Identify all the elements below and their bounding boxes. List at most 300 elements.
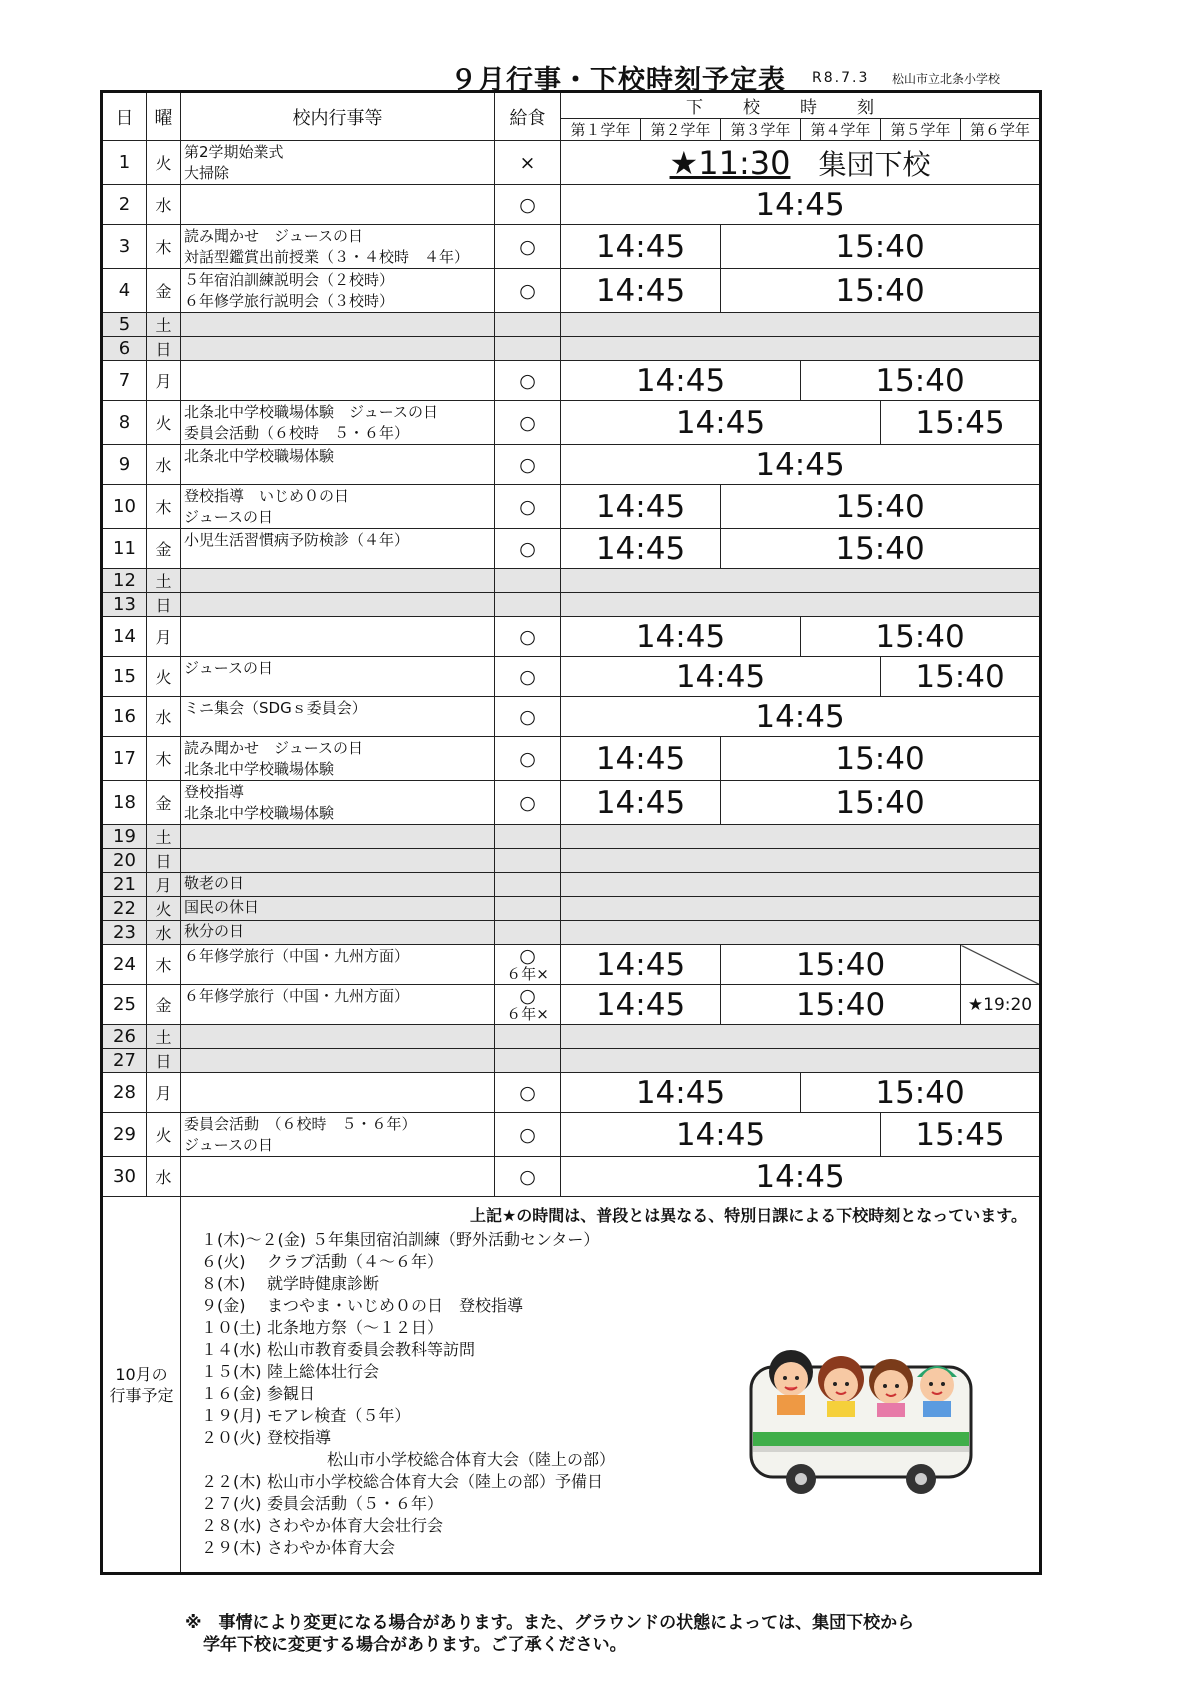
page-title: ９月行事・下校時刻予定表 [450, 65, 786, 96]
dismissal-time: 15:40 [881, 657, 1041, 697]
event-line: 対話型鑑賞出前授業（３・４校時 ４年） [184, 248, 470, 266]
events-cell [181, 185, 495, 225]
schedule-row [102, 1073, 1041, 1113]
october-event-item [201, 1405, 615, 1427]
weekday-cell: 木 [147, 485, 181, 529]
schedule-row [102, 485, 1041, 529]
weekday-cell: 火 [147, 401, 181, 445]
event-line: ジュースの日 [184, 1136, 273, 1154]
events-cell [181, 1049, 495, 1073]
schedule-row [102, 569, 1041, 593]
dismissal-time: 14:45 [561, 529, 721, 569]
day-cell: 5 [102, 313, 147, 337]
lunch-cell [495, 141, 561, 185]
dismissal-cell [561, 825, 1041, 849]
october-event-date: ２２(木) [201, 1472, 262, 1491]
schedule-row [102, 361, 1041, 401]
october-event-item [201, 1383, 615, 1405]
lunch-mark: ○ [519, 791, 536, 814]
weekday-cell: 月 [147, 617, 181, 657]
october-event-item [201, 1427, 615, 1449]
october-event-text: 松山市小学校総合体育大会（陸上の部） [327, 1450, 616, 1469]
weekday-cell: 木 [147, 225, 181, 269]
october-event-text: 松山市教育委員会教科等訪問 [267, 1340, 476, 1359]
day-cell: 27 [102, 1049, 147, 1073]
lunch-cell [495, 1113, 561, 1157]
dismissal-time: ★19:20 [961, 985, 1041, 1025]
event-line: ６年修学旅行（中国・九州方面） [184, 987, 410, 1005]
schedule-row [102, 1049, 1041, 1073]
schedule-row [102, 617, 1041, 657]
lunch-mark: ○ [519, 625, 536, 648]
lunch-cell [495, 781, 561, 825]
special-dismissal: 集団下校 [818, 147, 931, 181]
lunch-cell [495, 1073, 561, 1113]
weekday-cell: 火 [147, 1113, 181, 1157]
october-event-date: ９(金) [201, 1296, 246, 1315]
school-bus-illustration [741, 1337, 981, 1507]
october-event-item [201, 1251, 615, 1273]
events-cell [181, 569, 495, 593]
dismissal-time: 14:45 [561, 485, 721, 529]
day-cell: 23 [102, 921, 147, 945]
event-line: ミニ集会（SDGｓ委員会） [184, 699, 367, 717]
weekday-cell: 木 [147, 945, 181, 985]
schedule-row [102, 1113, 1041, 1157]
day-cell: 8 [102, 401, 147, 445]
events-cell [181, 313, 495, 337]
weekday-cell: 水 [147, 445, 181, 485]
grade-1-header: 第１学年 [561, 119, 641, 141]
event-line: ジュースの日 [184, 659, 273, 677]
lunch-cell [495, 269, 561, 313]
events-cell [181, 1113, 495, 1157]
october-event-date: １４(水) [201, 1340, 262, 1359]
schedule-row [102, 141, 1041, 185]
october-event-item [201, 1317, 615, 1339]
weekday-cell: 水 [147, 921, 181, 945]
special-time: ★11:30 [669, 143, 791, 182]
day-cell: 22 [102, 897, 147, 921]
day-cell: 25 [102, 985, 147, 1025]
day-cell: 9 [102, 445, 147, 485]
event-line: 委員会活動（６校時 ５・６年） [184, 424, 410, 442]
events-cell [181, 657, 495, 697]
october-event-text: モアレ検査（５年） [267, 1406, 411, 1425]
events-cell [181, 985, 495, 1025]
day-cell: 18 [102, 781, 147, 825]
schedule-row [102, 269, 1041, 313]
lunch-cell [495, 529, 561, 569]
events-cell [181, 593, 495, 617]
weekday-cell: 木 [147, 737, 181, 781]
october-event-item [201, 1295, 615, 1317]
schedule-row [102, 313, 1041, 337]
october-event-item [201, 1361, 615, 1383]
dismissal-time: 14:45 [561, 617, 801, 657]
dismissal-time: 14:45 [561, 361, 801, 401]
event-line: ６年修学旅行（中国・九州方面） [184, 947, 410, 965]
october-event-date: １５(木) [201, 1362, 262, 1381]
header-lunch: 給食 [495, 92, 561, 141]
dismissal-cell [561, 873, 1041, 897]
event-line: ５年宿泊訓練説明会（２校時） [184, 271, 395, 289]
lunch-cell [495, 337, 561, 361]
dismissal-time: 15:45 [881, 1113, 1041, 1157]
lunch-mark: ○ [519, 369, 536, 392]
dismissal-time: 15:40 [801, 1073, 1041, 1113]
lunch-mark: ○ [519, 944, 536, 967]
lunch-cell [495, 873, 561, 897]
day-cell: 10 [102, 485, 147, 529]
header-events: 校内行事等 [181, 92, 495, 141]
events-cell [181, 737, 495, 781]
schedule-table [100, 90, 1042, 1575]
schedule-row [102, 737, 1041, 781]
events-cell [181, 617, 495, 657]
day-cell: 2 [102, 185, 147, 225]
schedule-row [102, 873, 1041, 897]
footer-line-2: 学年下校に変更する場合があります。ご了承ください。 [203, 1635, 627, 1655]
lunch-cell [495, 593, 561, 617]
event-line: 第2学期始業式 [184, 143, 284, 161]
lunch-mark: ○ [519, 1123, 536, 1146]
weekday-cell: 水 [147, 697, 181, 737]
lunch-note: ６年× [506, 1004, 549, 1023]
day-cell: 26 [102, 1025, 147, 1049]
october-event-item [201, 1471, 615, 1493]
dismissal-cell [561, 897, 1041, 921]
october-label [102, 1197, 181, 1574]
lunch-cell [495, 897, 561, 921]
day-cell: 6 [102, 337, 147, 361]
october-event-text: 参観日 [267, 1384, 316, 1403]
october-event-date: １０(土) [201, 1318, 262, 1337]
october-event-text: ５年集団宿泊訓練（野外活動センター） [311, 1230, 600, 1249]
school-name: 松山市立北条小学校 [892, 72, 1001, 86]
weekday-cell: 日 [147, 849, 181, 873]
header-row [102, 92, 1041, 119]
lunch-cell [495, 825, 561, 849]
header-dow: 曜 [147, 92, 181, 141]
schedule-row [102, 445, 1041, 485]
october-event-date: １(木)～２(金) [201, 1230, 306, 1249]
events-cell [181, 141, 495, 185]
lunch-cell [495, 225, 561, 269]
schedule-row [102, 401, 1041, 445]
event-line: 国民の休日 [184, 898, 260, 916]
issue-date: R8.7.3 [812, 70, 870, 86]
lunch-cell [495, 617, 561, 657]
events-cell [181, 225, 495, 269]
october-event-item [201, 1449, 615, 1471]
october-label-line: 行事予定 [109, 1385, 174, 1405]
weekday-cell: 金 [147, 529, 181, 569]
dismissal-cell [561, 569, 1041, 593]
schedule-row [102, 185, 1041, 225]
lunch-cell [495, 445, 561, 485]
weekday-cell: 日 [147, 337, 181, 361]
day-cell: 16 [102, 697, 147, 737]
weekday-cell: 土 [147, 569, 181, 593]
schedule-row [102, 593, 1041, 617]
dismissal-time: 14:45 [561, 185, 1041, 225]
event-line: 北条北中学校職場体験 ジュースの日 [184, 403, 438, 421]
october-event-date: ８(木) [201, 1274, 246, 1293]
lunch-mark: ○ [519, 411, 536, 434]
lunch-cell [495, 945, 561, 985]
lunch-mark: ○ [519, 453, 536, 476]
event-line: 委員会活動 （６校時 ５・６年） [184, 1115, 417, 1133]
dismissal-time: 14:45 [561, 945, 721, 985]
events-cell [181, 697, 495, 737]
schedule-row [102, 985, 1041, 1025]
weekday-cell: 火 [147, 657, 181, 697]
schedule-row [102, 697, 1041, 737]
day-cell: 1 [102, 141, 147, 185]
dismissal-time: 14:45 [561, 225, 721, 269]
events-cell [181, 485, 495, 529]
lunch-mark: ○ [519, 665, 536, 688]
dismissal-cell [561, 313, 1041, 337]
footer-line-1: ※ 事情により変更になる場合があります。また、グラウンドの状態によっては、集団下校から [185, 1613, 915, 1633]
lunch-cell [495, 921, 561, 945]
event-line: ジュースの日 [184, 508, 273, 526]
schedule-row [102, 657, 1041, 697]
schedule-row [102, 781, 1041, 825]
lunch-cell [495, 185, 561, 225]
events-cell [181, 401, 495, 445]
weekday-cell: 火 [147, 141, 181, 185]
dismissal-time: 15:40 [721, 225, 1041, 269]
weekday-cell: 月 [147, 1073, 181, 1113]
event-line: 北条北中学校職場体験 [184, 447, 335, 465]
october-event-item [201, 1339, 615, 1361]
header-dismissal: 下校時刻 [561, 92, 1041, 119]
dismissal-time: 15:40 [721, 985, 961, 1025]
weekday-cell: 日 [147, 1049, 181, 1073]
event-line: 大掃除 [184, 164, 230, 182]
event-line: 登校指導 いじめ０の日 [184, 487, 350, 505]
weekday-cell: 水 [147, 185, 181, 225]
weekday-cell: 水 [147, 1157, 181, 1197]
schedule-row [102, 897, 1041, 921]
day-cell: 14 [102, 617, 147, 657]
october-event-text: 委員会活動（５・６年） [267, 1494, 444, 1513]
event-line: 秋分の日 [184, 922, 245, 940]
lunch-mark: ○ [519, 747, 536, 770]
october-event-text: さわやか体育大会 [267, 1538, 396, 1557]
lunch-mark: ○ [519, 537, 536, 560]
dismissal-time: 14:45 [561, 985, 721, 1025]
october-event-item [201, 1515, 615, 1537]
dismissal-time: 15:40 [801, 361, 1041, 401]
lunch-mark: ○ [519, 705, 536, 728]
october-event-date: １９(月) [201, 1406, 262, 1425]
october-event-item [201, 1493, 615, 1515]
lunch-mark: ○ [519, 495, 536, 518]
dismissal-cell [561, 849, 1041, 873]
lunch-mark: ○ [519, 279, 536, 302]
grade-3-header: 第３学年 [721, 119, 801, 141]
october-event-date: ２７(火) [201, 1494, 262, 1513]
day-cell: 20 [102, 849, 147, 873]
events-cell [181, 529, 495, 569]
weekday-cell: 月 [147, 361, 181, 401]
day-cell: 28 [102, 1073, 147, 1113]
october-event-text: さわやか体育大会壮行会 [267, 1516, 444, 1535]
dismissal-cell [561, 141, 1041, 185]
dismissal-time: 14:45 [561, 657, 881, 697]
lunch-mark: × [519, 151, 536, 174]
schedule-row [102, 825, 1041, 849]
dismissal-time: 15:40 [721, 529, 1041, 569]
events-cell [181, 825, 495, 849]
events-cell [181, 269, 495, 313]
schedule-row [102, 529, 1041, 569]
october-event-item [201, 1273, 615, 1295]
schedule-row [102, 849, 1041, 873]
october-event-date: ２０(火) [201, 1428, 262, 1447]
events-cell [181, 1073, 495, 1113]
dismissal-cell [561, 337, 1041, 361]
lunch-cell [495, 569, 561, 593]
events-cell [181, 849, 495, 873]
october-event-item [201, 1537, 615, 1559]
events-cell [181, 337, 495, 361]
day-cell: 13 [102, 593, 147, 617]
dismissal-time: 14:45 [561, 269, 721, 313]
day-cell: 29 [102, 1113, 147, 1157]
dismissal-time: 15:40 [721, 737, 1041, 781]
weekday-cell: 土 [147, 313, 181, 337]
events-cell [181, 873, 495, 897]
dismissal-time: 15:40 [721, 781, 1041, 825]
footer-note [185, 1612, 914, 1656]
dismissal-cell [561, 593, 1041, 617]
dismissal-cell [561, 921, 1041, 945]
lunch-cell [495, 485, 561, 529]
weekday-cell: 金 [147, 781, 181, 825]
lunch-cell [495, 1157, 561, 1197]
dismissal-time: 14:45 [561, 1157, 1041, 1197]
day-cell: 21 [102, 873, 147, 897]
day-cell: 11 [102, 529, 147, 569]
weekday-cell: 土 [147, 1025, 181, 1049]
grade-4-header: 第４学年 [801, 119, 881, 141]
dismissal-time: 14:45 [561, 1113, 881, 1157]
events-cell [181, 921, 495, 945]
weekday-cell: 土 [147, 825, 181, 849]
day-cell: 4 [102, 269, 147, 313]
event-line: 敬老の日 [184, 874, 245, 892]
lunch-cell [495, 1049, 561, 1073]
schedule-row [102, 337, 1041, 361]
weekday-cell: 月 [147, 873, 181, 897]
weekday-cell: 火 [147, 897, 181, 921]
events-cell [181, 445, 495, 485]
lunch-mark: ○ [519, 193, 536, 216]
dismissal-time: 15:45 [881, 401, 1041, 445]
october-row [102, 1197, 1041, 1574]
october-event-text: 陸上総体壮行会 [267, 1362, 380, 1381]
lunch-cell [495, 361, 561, 401]
lunch-mark: ○ [519, 1165, 536, 1188]
lunch-cell [495, 849, 561, 873]
lunch-mark: ○ [519, 1081, 536, 1104]
dismissal-time: 14:45 [561, 737, 721, 781]
day-cell: 19 [102, 825, 147, 849]
weekday-cell: 日 [147, 593, 181, 617]
weekday-cell: 金 [147, 269, 181, 313]
event-line: 北条北中学校職場体験 [184, 804, 335, 822]
october-events [181, 1197, 1041, 1574]
dismissal-time: 14:45 [561, 445, 1041, 485]
schedule-row [102, 1157, 1041, 1197]
schedule-row [102, 225, 1041, 269]
special-time-note: 上記★の時間は、普段とは異なる、特別日課による下校時刻となっています。 [469, 1206, 1028, 1225]
event-line: 読み聞かせ ジュースの日 [184, 227, 363, 245]
october-event-date: １６(金) [201, 1384, 262, 1403]
lunch-cell [495, 985, 561, 1025]
day-cell: 15 [102, 657, 147, 697]
dismissal-time: 15:40 [721, 269, 1041, 313]
dismissal-time: 14:45 [561, 401, 881, 445]
weekday-cell: 金 [147, 985, 181, 1025]
events-cell [181, 1025, 495, 1049]
october-event-list [201, 1229, 615, 1559]
day-cell: 3 [102, 225, 147, 269]
day-cell: 7 [102, 361, 147, 401]
grade-6-header: 第６学年 [961, 119, 1041, 141]
grade-5-header: 第５学年 [881, 119, 961, 141]
events-cell [181, 1157, 495, 1197]
header-day: 日 [102, 92, 147, 141]
october-label-line: 10月の [115, 1364, 168, 1384]
event-line: 登校指導 [184, 783, 245, 801]
lunch-cell [495, 737, 561, 781]
no-dismissal-cell [961, 945, 1041, 985]
dismissal-time: 14:45 [561, 697, 1041, 737]
lunch-cell [495, 657, 561, 697]
october-event-date: ２８(水) [201, 1516, 262, 1535]
lunch-cell [495, 1025, 561, 1049]
dismissal-time: 14:45 [561, 1073, 801, 1113]
october-event-text: まつやま・いじめ０の日 登校指導 [267, 1296, 524, 1315]
dismissal-time: 15:40 [721, 945, 961, 985]
event-line: ６年修学旅行説明会（３校時） [184, 292, 395, 310]
lunch-mark: ○ [519, 984, 536, 1007]
day-cell: 30 [102, 1157, 147, 1197]
lunch-cell [495, 313, 561, 337]
october-event-date: ６(火) [201, 1252, 246, 1271]
october-event-text: 北条地方祭（～１２日） [267, 1318, 444, 1337]
lunch-cell [495, 401, 561, 445]
october-event-text: 松山市小学校総合体育大会（陸上の部）予備日 [267, 1472, 604, 1491]
day-cell: 24 [102, 945, 147, 985]
october-event-text: 就学時健康診断 [267, 1274, 380, 1293]
dismissal-time: 15:40 [721, 485, 1041, 529]
october-event-date: ２９(木) [201, 1538, 262, 1557]
october-event-date [201, 1449, 261, 1471]
events-cell [181, 945, 495, 985]
day-cell: 17 [102, 737, 147, 781]
events-cell [181, 781, 495, 825]
events-cell [181, 361, 495, 401]
lunch-note: ６年× [506, 964, 549, 983]
event-line: 読み聞かせ ジュースの日 [184, 739, 363, 757]
dismissal-time: 14:45 [561, 781, 721, 825]
